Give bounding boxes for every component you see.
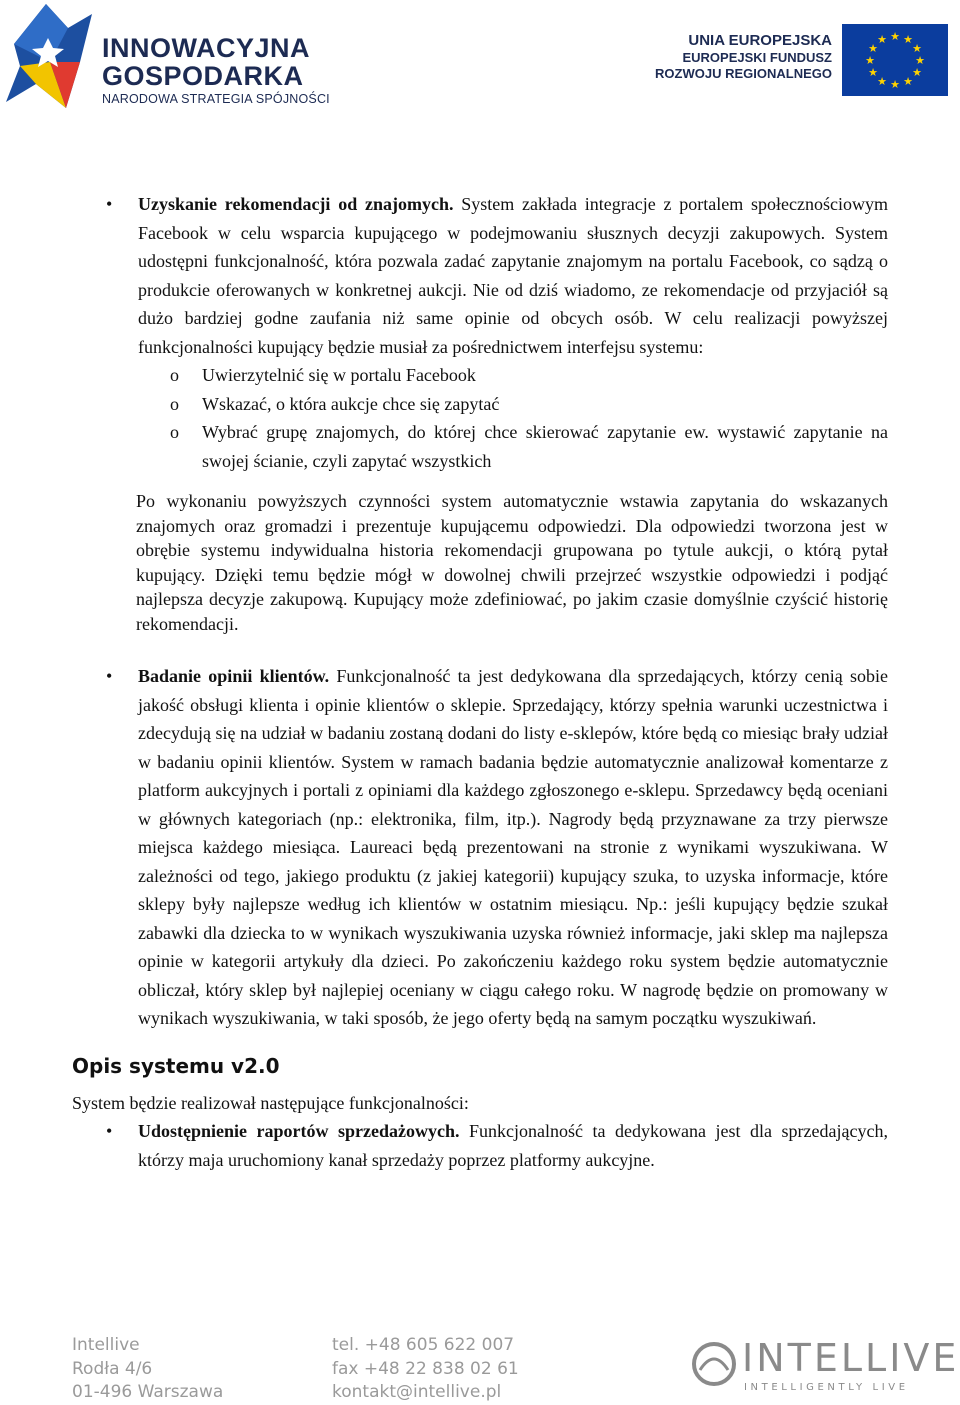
svg-text:★: ★ — [912, 66, 922, 79]
footer-city: 01-496 Warszawa — [72, 1382, 224, 1402]
section-heading: Opis systemu v2.0 — [72, 1053, 280, 1078]
sub-item-text: Uwierzytelnić się w portalu Facebook — [202, 365, 476, 385]
bullet-text: Funkcjonalność ta jest dedykowana dla sprzedających, którzy cenią sobie jakość obsługi klienta i opinie klientów o sklepie. Sprzedający, którzy spełnia warunki uczestnictwa i zdecydują się na udział w badaniu zostaną dodani do listy e-sklepów, które będą co miesiąc brały udział w badaniu opinii klientów. System w ramach badania będzie automatycznie analizował komentarze z platform aukcyjnych i portali z opiniami dla każdego zgłoszonego e-sklepu. Sprzedawcy będą oceniani w głównych kategoriach (np.: elektronika, film, itp.). Nagrody będą przyznawane za trzy pierwsze miejsca każdego miesiąca. Laureaci będą prezentowani na stronie z wynikami wyszukiwana. W zależności od tego, jakiego produktu (z jakiej kategorii) kupujący szuka, to uzyska informacje, które sklepy były najlepsze według ich klientów w ostatnim miesiącu. Np.: jeśli kupujący będzie szukał zabawki dla dziecka to w wynikach wyszukiwania uzyska również informacje, jaki sklep ma najlepsza opinie w kategorii artykuły dla dzieci. Po zakończeniu każdego roku system będzie automatycznie obliczał, który sklep był najlepiej oceniany w ciągu całego roku. W nagrodę będzie on promowany w wynikach wyszukiwania, w taki sposób, że jego oferty będą na samym początku wyszukiwań. — [138, 666, 888, 1028]
page-header — [0, 0, 960, 120]
svg-text:★: ★ — [912, 42, 922, 55]
ig-subtitle: NARODOWA STRATEGIA SPÓJNOŚCI — [102, 92, 330, 106]
ue-line1: UNIA EUROPEJSKA — [688, 32, 832, 49]
svg-text:★: ★ — [868, 42, 878, 55]
ue-line3: ROZWOJU REGIONALNEGO — [655, 66, 832, 81]
eu-flag-icon — [842, 24, 948, 96]
list-item — [0, 1117, 960, 1174]
footer-email[interactable]: kontakt@intellive.pl — [332, 1382, 502, 1402]
innowacyjna-gospodarka-logo — [6, 4, 346, 116]
svg-text:★: ★ — [890, 30, 900, 43]
footer-tel: tel. +48 605 622 007 — [332, 1335, 515, 1355]
svg-text:★: ★ — [915, 54, 925, 67]
bullet-title: Udostępnienie raportów sprzedażowych. — [138, 1121, 460, 1141]
list-item — [0, 662, 960, 1033]
sub-list-item — [0, 361, 960, 390]
bullet-text: System zakłada integracje z portalem społecznościowym Facebook w celu wsparcia kupującego w podejmowaniu słusznych decyzji zakupowych. System udostępni funkcjonalność, która pozwala zadać zapytanie znajomym na portalu Facebook, co sądzą o produkcie oferowanych w konkretnej aukcji. Nie od dziś wiadomo, ze rekomendacje od przyjaciół są dużo bardziej godne zaufania niż same opinie od obcych osób. W celu realizacji powyższej funkcjonalności kupujący będzie musiał za pośrednictwem interfejsu systemu: — [138, 194, 888, 357]
bullet-text: Funkcjonalność ta dedykowana jest dla sprzedających, którzy maja uruchomiony kanał sprzedaży poprzez platformy aukcyjne. — [138, 1121, 888, 1170]
svg-text:★: ★ — [903, 33, 913, 46]
sub-list-item — [0, 418, 960, 475]
intellive-brand: INTELLIVE — [742, 1336, 960, 1380]
svg-text:★: ★ — [890, 78, 900, 91]
document-body — [0, 190, 960, 1174]
footer-company: Intellive — [72, 1335, 140, 1355]
paragraph: System będzie realizował następujące funkcjonalności: — [72, 1092, 469, 1113]
ig-line2: GOSPODARKA — [102, 61, 304, 91]
footer-street: Rodła 4/6 — [72, 1358, 153, 1379]
svg-text:★: ★ — [865, 54, 875, 67]
star-logo-icon — [6, 4, 96, 116]
intellive-mark-icon — [690, 1340, 738, 1388]
svg-text:★: ★ — [868, 66, 878, 79]
svg-text:★: ★ — [877, 33, 887, 46]
list-item — [0, 190, 960, 361]
ue-line2: EUROPEJSKI FUNDUSZ — [682, 50, 832, 65]
footer-fax: fax +48 22 838 02 61 — [332, 1358, 519, 1379]
intellive-tagline: INTELLIGENTLY LIVE — [744, 1382, 909, 1393]
sub-item-text: Wybrać grupę znajomych, do której chce skierować zapytanie ew. wystawić zapytanie na swojej ścianie, czyli zapytać wszystkich — [202, 422, 888, 471]
footer-address — [72, 1334, 223, 1405]
bullet-title: Badanie opinii klientów. — [138, 666, 330, 686]
ig-line1: INNOWACYJNA — [102, 33, 311, 63]
intellive-logo — [690, 1336, 960, 1402]
svg-text:★: ★ — [903, 75, 913, 88]
sub-item-text: Wskazać, o która aukcje chce się zapytać — [202, 393, 500, 414]
sub-list-item — [0, 390, 960, 419]
page-footer — [0, 1330, 960, 1405]
footer-contact — [332, 1334, 519, 1405]
eu-logo — [654, 24, 954, 96]
bullet-title: Uzyskanie rekomendacji od znajomych. — [138, 194, 454, 214]
paragraph: Po wykonaniu powyższych czynności system automatycznie wstawia zapytania do wskazanych znajomych oraz gromadzi i prezentuje kupującemu odpowiedzi. Dla odpowiedzi tworzona jest w obrębie systemu indywidualna historia rekomendacji grupowana po tytule aukcji, o którą pytał kupujący. Dzięki temu będzie mógł w dowolnej chwili przejrzeć wszystkie odpowiedzi i podjąć najlepsza decyzje zakupową. Kupujący może zdefiniować, po jakim czasie domyślnie czyścić historię rekomendacji. — [136, 491, 888, 634]
svg-text:★: ★ — [877, 75, 887, 88]
